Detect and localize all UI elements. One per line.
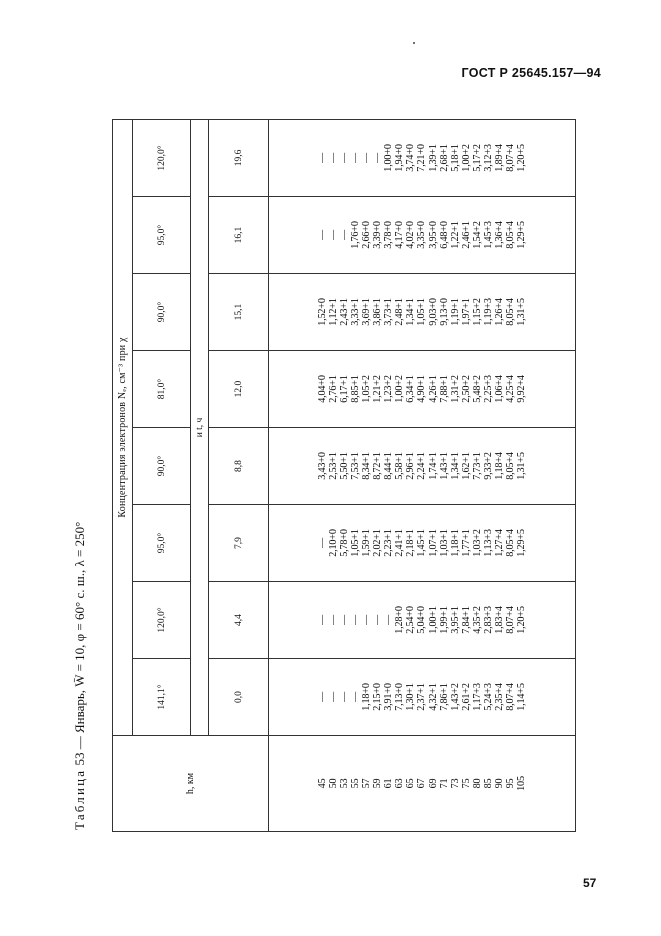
concentration-value: 1,18+1 xyxy=(449,529,461,557)
concentration-value: 1,94+0 xyxy=(394,144,406,172)
concentration-value: 8,05+4 xyxy=(505,529,517,557)
time-header: и t, ч xyxy=(191,119,209,735)
concentration-value: 8,05+4 xyxy=(505,452,517,480)
concentration-value: 1,00+1 xyxy=(427,606,439,634)
concentration-value: 1,22+1 xyxy=(449,221,461,249)
height-value: 63 xyxy=(394,778,406,789)
concentration-value: 8,72+1 xyxy=(372,452,384,480)
concentration-value: 5,58+1 xyxy=(394,452,406,480)
concentration-value: 1,13+3 xyxy=(483,529,495,557)
concentration-value: 7,21+0 xyxy=(416,144,428,172)
concentration-value: 9,33+2 xyxy=(483,452,495,480)
height-value: 71 xyxy=(438,778,450,789)
height-value: 75 xyxy=(460,778,472,789)
concentration-value: 7,86+1 xyxy=(438,683,450,711)
concentration-value: 2,83+3 xyxy=(483,606,495,634)
concentration-value: 1,27+4 xyxy=(494,529,506,557)
concentration-value: 2,35+4 xyxy=(494,683,506,711)
angle-header-cell: 120,0° xyxy=(133,582,191,659)
concentration-value: — xyxy=(327,153,339,163)
height-value: 85 xyxy=(483,778,495,789)
height-value: 55 xyxy=(349,778,361,789)
concentration-value: 1,29+5 xyxy=(516,529,528,557)
concentration-value: 8,07+4 xyxy=(505,606,517,634)
concentration-value: — xyxy=(383,615,395,625)
concentration-value: 2,53+1 xyxy=(327,452,339,480)
concentration-value: 1,54+2 xyxy=(471,221,483,249)
concentration-value: 1,17+3 xyxy=(471,683,483,711)
time-row xyxy=(209,119,269,831)
concentration-value: 1,97+1 xyxy=(460,298,472,326)
concentration-value: 8,05+4 xyxy=(505,221,517,249)
height-value: 57 xyxy=(360,778,372,789)
time-header-cell: 8,8 xyxy=(209,428,269,505)
height-value: 50 xyxy=(327,778,339,789)
concentration-value: 7,88+1 xyxy=(438,375,450,403)
concentration-value: 5,78+0 xyxy=(338,529,350,557)
concentration-value: — xyxy=(338,692,350,702)
concentration-value: 1,12+1 xyxy=(327,298,339,326)
electron-concentration-table xyxy=(112,119,576,832)
concentration-value: — xyxy=(338,615,350,625)
concentration-value: 2,76+1 xyxy=(327,375,339,403)
concentration-column xyxy=(269,351,576,428)
concentration-value: 4,02+0 xyxy=(405,221,417,249)
concentration-value: — xyxy=(360,153,372,163)
concentration-value: 1,34+1 xyxy=(405,298,417,326)
concentration-value: 3,86+1 xyxy=(372,298,384,326)
concentration-value: 1,20+5 xyxy=(516,144,528,172)
concentration-value: 2,41+1 xyxy=(394,529,406,557)
height-value: 80 xyxy=(471,778,483,789)
concentration-value: 2,43+1 xyxy=(338,298,350,326)
concentration-value: 7,73+1 xyxy=(471,452,483,480)
concentration-value: — xyxy=(327,230,339,240)
concentration-value: — xyxy=(327,692,339,702)
height-value: 65 xyxy=(405,778,417,789)
concentration-value: 1,89+4 xyxy=(494,144,506,172)
concentration-value: 7,84+1 xyxy=(460,606,472,634)
angle-header-cell: 90,0° xyxy=(133,274,191,351)
concentration-value: — xyxy=(327,615,339,625)
height-value: 53 xyxy=(338,778,350,789)
concentration-value: 3,91+0 xyxy=(383,683,395,711)
concentration-value: 2,37+1 xyxy=(416,683,428,711)
page-number: 57 xyxy=(583,876,597,890)
concentration-value: 3,95+0 xyxy=(427,221,439,249)
time-header-cell: 7,9 xyxy=(209,505,269,582)
concentration-value: 1,05+2 xyxy=(360,375,372,403)
concentration-value: 1,34+1 xyxy=(449,452,461,480)
concentration-header: Концентрация электронов Nₑ, см⁻³ при χ xyxy=(113,119,133,735)
concentration-value: 1,19+1 xyxy=(449,298,461,326)
heights-column xyxy=(269,736,576,832)
concentration-value: — xyxy=(316,538,328,548)
rotated-table-block xyxy=(68,106,592,842)
height-value: 45 xyxy=(316,778,328,789)
concentration-value: — xyxy=(316,153,328,163)
height-value: 59 xyxy=(372,778,384,789)
concentration-value: 2,23+1 xyxy=(383,529,395,557)
concentration-value: 2,24+1 xyxy=(416,452,428,480)
concentration-value: 9,03+0 xyxy=(427,298,439,326)
concentration-value: — xyxy=(316,615,328,625)
concentration-value: 2,15+0 xyxy=(372,683,384,711)
height-value: 69 xyxy=(427,778,439,789)
height-value: 90 xyxy=(494,778,506,789)
concentration-value: 2,61+2 xyxy=(460,683,472,711)
concentration-value: 1,43+1 xyxy=(438,452,450,480)
concentration-value: 8,34+1 xyxy=(360,452,372,480)
caption-rest: — Январь, W̄ = 10, φ = 60° с. ш., λ = 250° xyxy=(72,521,87,750)
time-header-cell: 12,0 xyxy=(209,351,269,428)
height-value: 95 xyxy=(505,778,517,789)
concentration-value: — xyxy=(349,615,361,625)
concentration-value: — xyxy=(360,615,372,625)
concentration-value: 1,05+1 xyxy=(416,298,428,326)
concentration-value: 2,18+1 xyxy=(405,529,417,557)
concentration-value: 1,59+1 xyxy=(360,529,372,557)
concentration-value: 6,17+1 xyxy=(338,375,350,403)
concentration-value: 5,04+0 xyxy=(416,606,428,634)
concentration-value: 2,48+1 xyxy=(394,298,406,326)
concentration-column xyxy=(269,197,576,274)
concentration-value: 8,44+1 xyxy=(383,452,395,480)
caption-number: 53 xyxy=(72,752,87,766)
caption-label: Таблица xyxy=(72,768,87,830)
concentration-value: 2,02+1 xyxy=(372,529,384,557)
concentration-value: 3,69+1 xyxy=(360,298,372,326)
table-body-row xyxy=(269,119,576,831)
concentration-value: 8,85+1 xyxy=(349,375,361,403)
concentration-value: 9,13+0 xyxy=(438,298,450,326)
concentration-value: 5,24+3 xyxy=(483,683,495,711)
concentration-value: 3,74+0 xyxy=(405,144,417,172)
angle-header-cell: 95,0° xyxy=(133,197,191,274)
concentration-value: 1,29+5 xyxy=(516,221,528,249)
concentration-value: 2,54+0 xyxy=(405,606,417,634)
concentration-value: 1,30+1 xyxy=(405,683,417,711)
time-header-cell: 15,1 xyxy=(209,274,269,351)
concentration-value: 1,83+4 xyxy=(494,606,506,634)
concentration-value: 1,45+3 xyxy=(483,221,495,249)
concentration-column xyxy=(269,659,576,736)
concentration-value: 1,19+3 xyxy=(483,298,495,326)
concentration-value: 1,76+0 xyxy=(349,221,361,249)
time-header-cell: 0,0 xyxy=(209,659,269,736)
concentration-value: 1,45+1 xyxy=(416,529,428,557)
concentration-value: 1,77+1 xyxy=(460,529,472,557)
concentration-value: 4,90+1 xyxy=(416,375,428,403)
concentration-value: — xyxy=(316,692,328,702)
time-header-cell: 16,1 xyxy=(209,197,269,274)
concentration-value: 5,50+1 xyxy=(338,452,350,480)
angle-row xyxy=(133,119,191,831)
concentration-value: 4,35+2 xyxy=(471,606,483,634)
concentration-value: — xyxy=(372,153,384,163)
concentration-value: 1,39+1 xyxy=(427,144,439,172)
time-header-cell: 4,4 xyxy=(209,582,269,659)
concentration-value: 5,17+2 xyxy=(471,144,483,172)
concentration-value: — xyxy=(316,230,328,240)
concentration-value: 4,25+4 xyxy=(505,375,517,403)
concentration-value: 1,99+1 xyxy=(438,606,450,634)
concentration-value: 2,46+1 xyxy=(460,221,472,249)
concentration-value: 1,52+0 xyxy=(316,298,328,326)
height-value: 61 xyxy=(383,778,395,789)
concentration-value: 1,00+2 xyxy=(394,375,406,403)
height-column-header: h, км xyxy=(113,736,269,832)
concentration-value: — xyxy=(349,153,361,163)
concentration-value: 4,04+0 xyxy=(316,375,328,403)
concentration-value: 3,39+0 xyxy=(372,221,384,249)
height-value: 105 xyxy=(516,776,528,791)
concentration-value: 9,92+4 xyxy=(516,375,528,403)
concentration-value: 3,35+0 xyxy=(416,221,428,249)
concentration-value: 1,74+1 xyxy=(427,452,439,480)
concentration-value: 1,31+2 xyxy=(449,375,461,403)
angle-header-cell: 141,1° xyxy=(133,659,191,736)
height-value: 73 xyxy=(449,778,461,789)
angle-header-cell: 120,0° xyxy=(133,119,191,196)
concentration-value: 4,32+1 xyxy=(427,683,439,711)
concentration-value: 4,26+1 xyxy=(427,375,439,403)
concentration-value: 1,06+4 xyxy=(494,375,506,403)
concentration-value: 4,17+0 xyxy=(394,221,406,249)
concentration-value: 5,48+2 xyxy=(471,375,483,403)
concentration-value: — xyxy=(372,615,384,625)
concentration-value: 8,05+4 xyxy=(505,298,517,326)
concentration-value: 3,33+1 xyxy=(349,298,361,326)
concentration-value: 2,68+1 xyxy=(438,144,450,172)
concentration-value: 8,07+4 xyxy=(505,144,517,172)
concentration-value: 1,18+0 xyxy=(360,683,372,711)
time-header-cell: 19,6 xyxy=(209,119,269,196)
concentration-value: 7,53+1 xyxy=(349,452,361,480)
concentration-column xyxy=(269,274,576,351)
concentration-column xyxy=(269,505,576,582)
concentration-value: 3,73+1 xyxy=(383,298,395,326)
standard-header: ГОСТ Р 25645.157—94 xyxy=(461,66,601,80)
concentration-value: 8,07+4 xyxy=(505,683,517,711)
concentration-value: 2,96+1 xyxy=(405,452,417,480)
concentration-value: 1,36+4 xyxy=(494,221,506,249)
concentration-value: 1,03+1 xyxy=(438,529,450,557)
concentration-value: 2,50+2 xyxy=(460,375,472,403)
scan-speck xyxy=(413,42,415,44)
concentration-value: 1,07+1 xyxy=(427,529,439,557)
concentration-value: 1,15+2 xyxy=(471,298,483,326)
concentration-value: 1,31+5 xyxy=(516,298,528,326)
angle-header-cell: 95,0° xyxy=(133,505,191,582)
concentration-value: 1,03+2 xyxy=(471,529,483,557)
concentration-value: 3,43+0 xyxy=(316,452,328,480)
concentration-value: 2,66+0 xyxy=(360,221,372,249)
concentration-value: 1,62+1 xyxy=(460,452,472,480)
concentration-value: 3,78+0 xyxy=(383,221,395,249)
angle-header-cell: 81,0° xyxy=(133,351,191,428)
table-caption xyxy=(72,130,94,830)
concentration-value: 1,31+5 xyxy=(516,452,528,480)
concentration-value: 1,20+5 xyxy=(516,606,528,634)
concentration-value: — xyxy=(338,230,350,240)
concentration-column xyxy=(269,428,576,505)
concentration-value: 5,18+1 xyxy=(449,144,461,172)
concentration-value: — xyxy=(338,153,350,163)
angle-header-cell: 90,0° xyxy=(133,428,191,505)
height-value: 67 xyxy=(416,778,428,789)
concentration-column xyxy=(269,119,576,196)
concentration-value: 7,13+0 xyxy=(394,683,406,711)
concentration-value: 6,48+0 xyxy=(438,221,450,249)
concentration-value: 1,26+4 xyxy=(494,298,506,326)
concentration-value: 2,10+0 xyxy=(327,529,339,557)
concentration-value: 1,00+0 xyxy=(383,144,395,172)
concentration-value: 1,00+2 xyxy=(460,144,472,172)
concentration-column xyxy=(269,582,576,659)
concentration-value: — xyxy=(349,692,361,702)
concentration-value: 1,18+4 xyxy=(494,452,506,480)
concentration-value: 3,12+3 xyxy=(483,144,495,172)
concentration-value: 1,05+1 xyxy=(349,529,361,557)
concentration-value: 3,95+1 xyxy=(449,606,461,634)
concentration-value: 1,43+2 xyxy=(449,683,461,711)
concentration-value: 1,23+2 xyxy=(383,375,395,403)
concentration-value: 1,21+2 xyxy=(372,375,384,403)
concentration-value: 6,34+1 xyxy=(405,375,417,403)
concentration-value: 2,25+3 xyxy=(483,375,495,403)
concentration-value: 1,14+5 xyxy=(516,683,528,711)
concentration-value: 1,28+0 xyxy=(394,606,406,634)
